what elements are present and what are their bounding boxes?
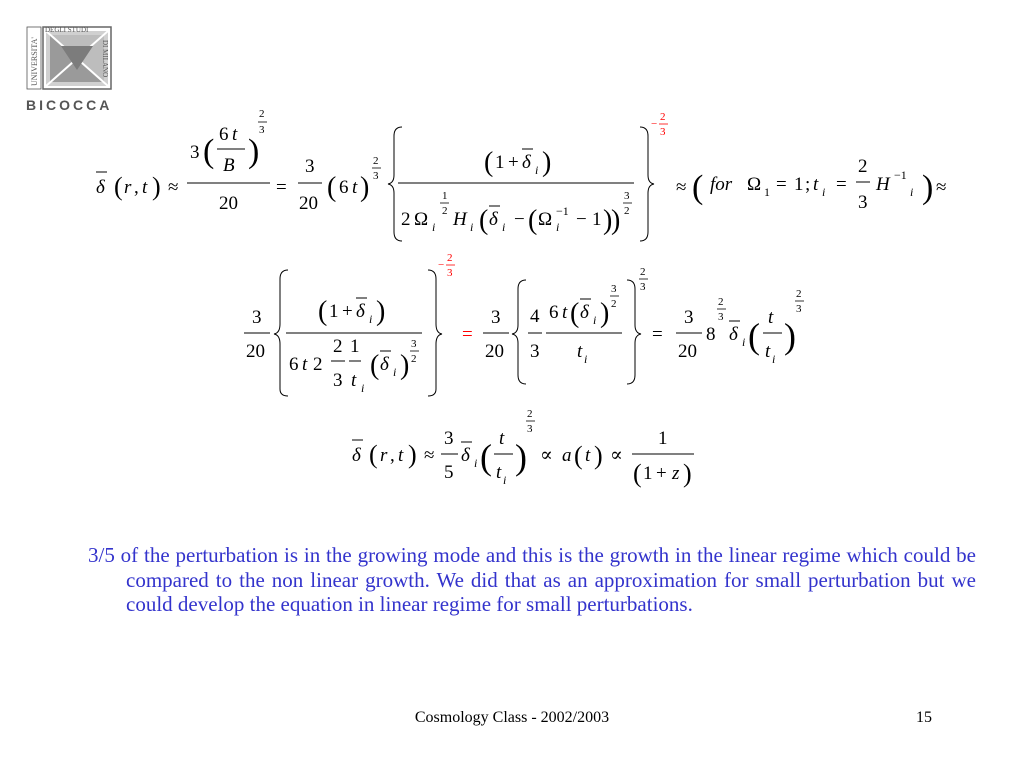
sub-i: i xyxy=(584,352,588,366)
explanation-text: 3/5 of the perturbation is in the growing mode and this is the growth in the linear regime which could be compared to the non linear growth. We did that as an approximation for small perturbation but we could develop the equation in linear regime for small perturbations. xyxy=(88,543,976,616)
var-H: H xyxy=(876,174,890,195)
exp-1: 1 xyxy=(442,190,448,202)
num-3: 3 xyxy=(491,307,501,328)
paren: ) xyxy=(542,147,552,178)
word-for: for xyxy=(710,174,733,195)
sub-i: i xyxy=(503,473,507,487)
sub-i: i xyxy=(535,163,539,177)
num-20: 20 xyxy=(246,341,265,362)
plus: + xyxy=(342,301,353,322)
num-3: 3 xyxy=(858,192,868,213)
right-brace xyxy=(640,127,654,241)
comma: , xyxy=(134,177,139,198)
paren: ) xyxy=(408,440,417,469)
var-t: t xyxy=(142,177,148,198)
paren: ) xyxy=(683,459,692,488)
approx-symbol: ≈ xyxy=(424,445,435,466)
right-brace xyxy=(428,270,442,396)
equation-2 xyxy=(244,252,804,396)
exp-2: 2 xyxy=(527,408,533,420)
var-B: B xyxy=(223,155,235,176)
sub-i: i xyxy=(742,335,746,349)
exp-2: 2 xyxy=(447,252,453,264)
approx-symbol: ≈ xyxy=(936,177,947,198)
equals: = xyxy=(836,174,847,195)
proportional-symbol: ∝ xyxy=(610,445,623,466)
plus: + xyxy=(508,152,519,173)
num-1: 1 xyxy=(643,463,653,484)
paren: ( xyxy=(369,440,378,469)
exp-3: 3 xyxy=(411,338,417,350)
exp-2: 2 xyxy=(611,298,617,310)
var-t: t xyxy=(768,307,774,328)
exp-2: 2 xyxy=(660,111,666,123)
footer-title: Cosmology Class - 2002/2003 xyxy=(414,709,610,726)
var-t: t xyxy=(302,354,308,375)
paren: ) xyxy=(248,133,260,170)
paren: ) xyxy=(784,316,796,356)
delta-symbol: δ xyxy=(461,445,470,466)
equals-highlight: = xyxy=(462,324,473,345)
paren: ) xyxy=(922,169,934,206)
num-1: 1 xyxy=(592,209,602,230)
minus: − xyxy=(576,209,587,230)
num-6: 6 xyxy=(339,177,349,198)
equals: = xyxy=(276,177,287,198)
semicolon: ; xyxy=(805,174,811,195)
paren: ) xyxy=(594,441,603,470)
paren: ( xyxy=(203,133,215,170)
num-4: 4 xyxy=(530,306,540,327)
exp-3: 3 xyxy=(373,170,379,182)
var-r: r xyxy=(124,177,132,198)
paren: ) xyxy=(515,437,527,477)
sub-i: i xyxy=(556,220,560,234)
paren: ( xyxy=(114,172,123,201)
equation-1 xyxy=(96,108,946,241)
omega: Ω xyxy=(538,209,553,230)
var-r: r xyxy=(380,445,388,466)
equals: = xyxy=(652,324,663,345)
paren: ( xyxy=(633,459,642,488)
var-a: a xyxy=(562,445,572,466)
left-brace xyxy=(274,270,288,396)
paren: ( xyxy=(479,205,489,236)
num-20: 20 xyxy=(219,193,238,214)
var-t: t xyxy=(352,177,358,198)
omega: Ω xyxy=(414,209,429,230)
var-t: t xyxy=(496,462,502,483)
num-1: 1 xyxy=(658,428,668,449)
logo-word-di-milano: DI MILANO xyxy=(101,40,109,78)
plus: + xyxy=(656,463,667,484)
var-t: t xyxy=(585,445,591,466)
paren: ) xyxy=(400,350,410,381)
exp-3: 3 xyxy=(718,311,724,323)
num-2: 2 xyxy=(333,336,343,357)
delta-symbol: δ xyxy=(356,301,365,322)
num-3: 3 xyxy=(444,428,454,449)
left-brace xyxy=(388,127,402,241)
num-5: 5 xyxy=(444,462,454,483)
delta-symbol: δ xyxy=(580,302,589,323)
approx-symbol: ≈ xyxy=(676,177,687,198)
exp-3: 3 xyxy=(624,190,630,202)
sub-i: i xyxy=(474,456,478,470)
sub-i: i xyxy=(470,220,474,234)
num-20: 20 xyxy=(485,341,504,362)
paren: ( xyxy=(570,298,580,329)
paren: ( xyxy=(484,147,494,178)
var-t: t xyxy=(765,341,771,362)
exp-2: 2 xyxy=(442,205,448,217)
var-t: t xyxy=(398,445,404,466)
num-3: 3 xyxy=(530,341,540,362)
exp-2: 2 xyxy=(718,296,724,308)
var-t: t xyxy=(577,341,583,362)
exp-minus: − xyxy=(651,118,658,130)
sub-i: i xyxy=(502,220,506,234)
delta-symbol: δ xyxy=(522,152,531,173)
logo-word-degli-studi: DEGLI STUDI xyxy=(45,26,89,34)
exp-3: 3 xyxy=(259,124,265,136)
sub-i: i xyxy=(369,312,373,326)
num-2: 2 xyxy=(401,209,411,230)
logo-word-bicocca: BICOCCA xyxy=(26,97,113,113)
num-2: 2 xyxy=(313,354,323,375)
num-3: 3 xyxy=(333,370,343,391)
paren: ( xyxy=(370,350,380,381)
exp-3: 3 xyxy=(796,303,802,315)
var-H: H xyxy=(453,209,467,230)
num-20: 20 xyxy=(678,341,697,362)
exp-3: 3 xyxy=(611,283,617,295)
equation-3 xyxy=(352,408,694,488)
exp-2: 2 xyxy=(624,205,630,217)
num-3: 3 xyxy=(190,142,200,163)
exp-3: 3 xyxy=(640,281,646,293)
delta-symbol: δ xyxy=(96,177,105,198)
num-6: 6 xyxy=(549,302,559,323)
num-3: 3 xyxy=(305,156,315,177)
exp-2: 2 xyxy=(411,353,417,365)
paren: ( xyxy=(692,169,704,206)
delta-symbol: δ xyxy=(380,354,389,375)
exp-minus-1: −1 xyxy=(556,204,569,218)
page-number: 15 xyxy=(916,709,932,726)
sub-i: i xyxy=(432,220,436,234)
paren: ( xyxy=(748,316,760,356)
right-brace xyxy=(627,280,641,384)
exp-3: 3 xyxy=(447,267,453,279)
var-t: t xyxy=(499,428,505,449)
sub-i: i xyxy=(393,365,397,379)
paren: ) xyxy=(360,172,370,203)
num-3: 3 xyxy=(684,307,694,328)
var-t: t xyxy=(351,370,357,391)
exp-2: 2 xyxy=(373,155,379,167)
sub-i: i xyxy=(361,381,365,395)
exp-minus: − xyxy=(438,259,445,271)
exp-2: 2 xyxy=(640,266,646,278)
num-1: 1 xyxy=(495,152,505,173)
num-1: 1 xyxy=(350,336,360,357)
comma: , xyxy=(390,445,395,466)
num-3: 3 xyxy=(252,307,262,328)
exp-3: 3 xyxy=(527,423,533,435)
paren: ( xyxy=(327,172,337,203)
sub-i: i xyxy=(772,352,776,366)
paren: ( xyxy=(528,205,538,236)
var-t: t xyxy=(813,174,819,195)
minus: − xyxy=(514,209,525,230)
delta-symbol: δ xyxy=(352,445,361,466)
proportional-symbol: ∝ xyxy=(540,445,553,466)
equals: = xyxy=(776,174,787,195)
paren: ) xyxy=(600,298,610,329)
left-brace xyxy=(512,280,526,384)
exp-3: 3 xyxy=(660,126,666,138)
paren: ) xyxy=(376,296,386,327)
var-z: z xyxy=(672,463,680,484)
sub-i: i xyxy=(822,185,826,199)
num-2: 2 xyxy=(858,156,868,177)
paren: ) xyxy=(611,205,621,236)
paren: ( xyxy=(318,296,328,327)
paren: ) xyxy=(152,172,161,201)
paren: ( xyxy=(480,437,492,477)
num-1: 1 xyxy=(329,301,339,322)
exp-2: 2 xyxy=(259,108,265,120)
num-6: 6 xyxy=(289,354,299,375)
logo-word-universita: UNIVERSITA' xyxy=(30,37,39,86)
delta-symbol: δ xyxy=(729,324,738,345)
paren: ( xyxy=(574,441,583,470)
num-6: 6 xyxy=(219,124,229,145)
sub-1: 1 xyxy=(764,185,770,199)
sub-i: i xyxy=(593,313,597,327)
num-20: 20 xyxy=(299,193,318,214)
delta-symbol: δ xyxy=(489,209,498,230)
sub-i: i xyxy=(910,185,914,199)
num-1: 1 xyxy=(794,174,804,195)
var-t: t xyxy=(562,302,568,323)
approx-symbol: ≈ xyxy=(168,177,179,198)
exp-minus-1: −1 xyxy=(894,168,907,182)
omega: Ω xyxy=(747,174,762,195)
paren: ) xyxy=(603,205,613,236)
num-8: 8 xyxy=(706,324,716,345)
var-t: t xyxy=(232,124,238,145)
exp-2: 2 xyxy=(796,288,802,300)
